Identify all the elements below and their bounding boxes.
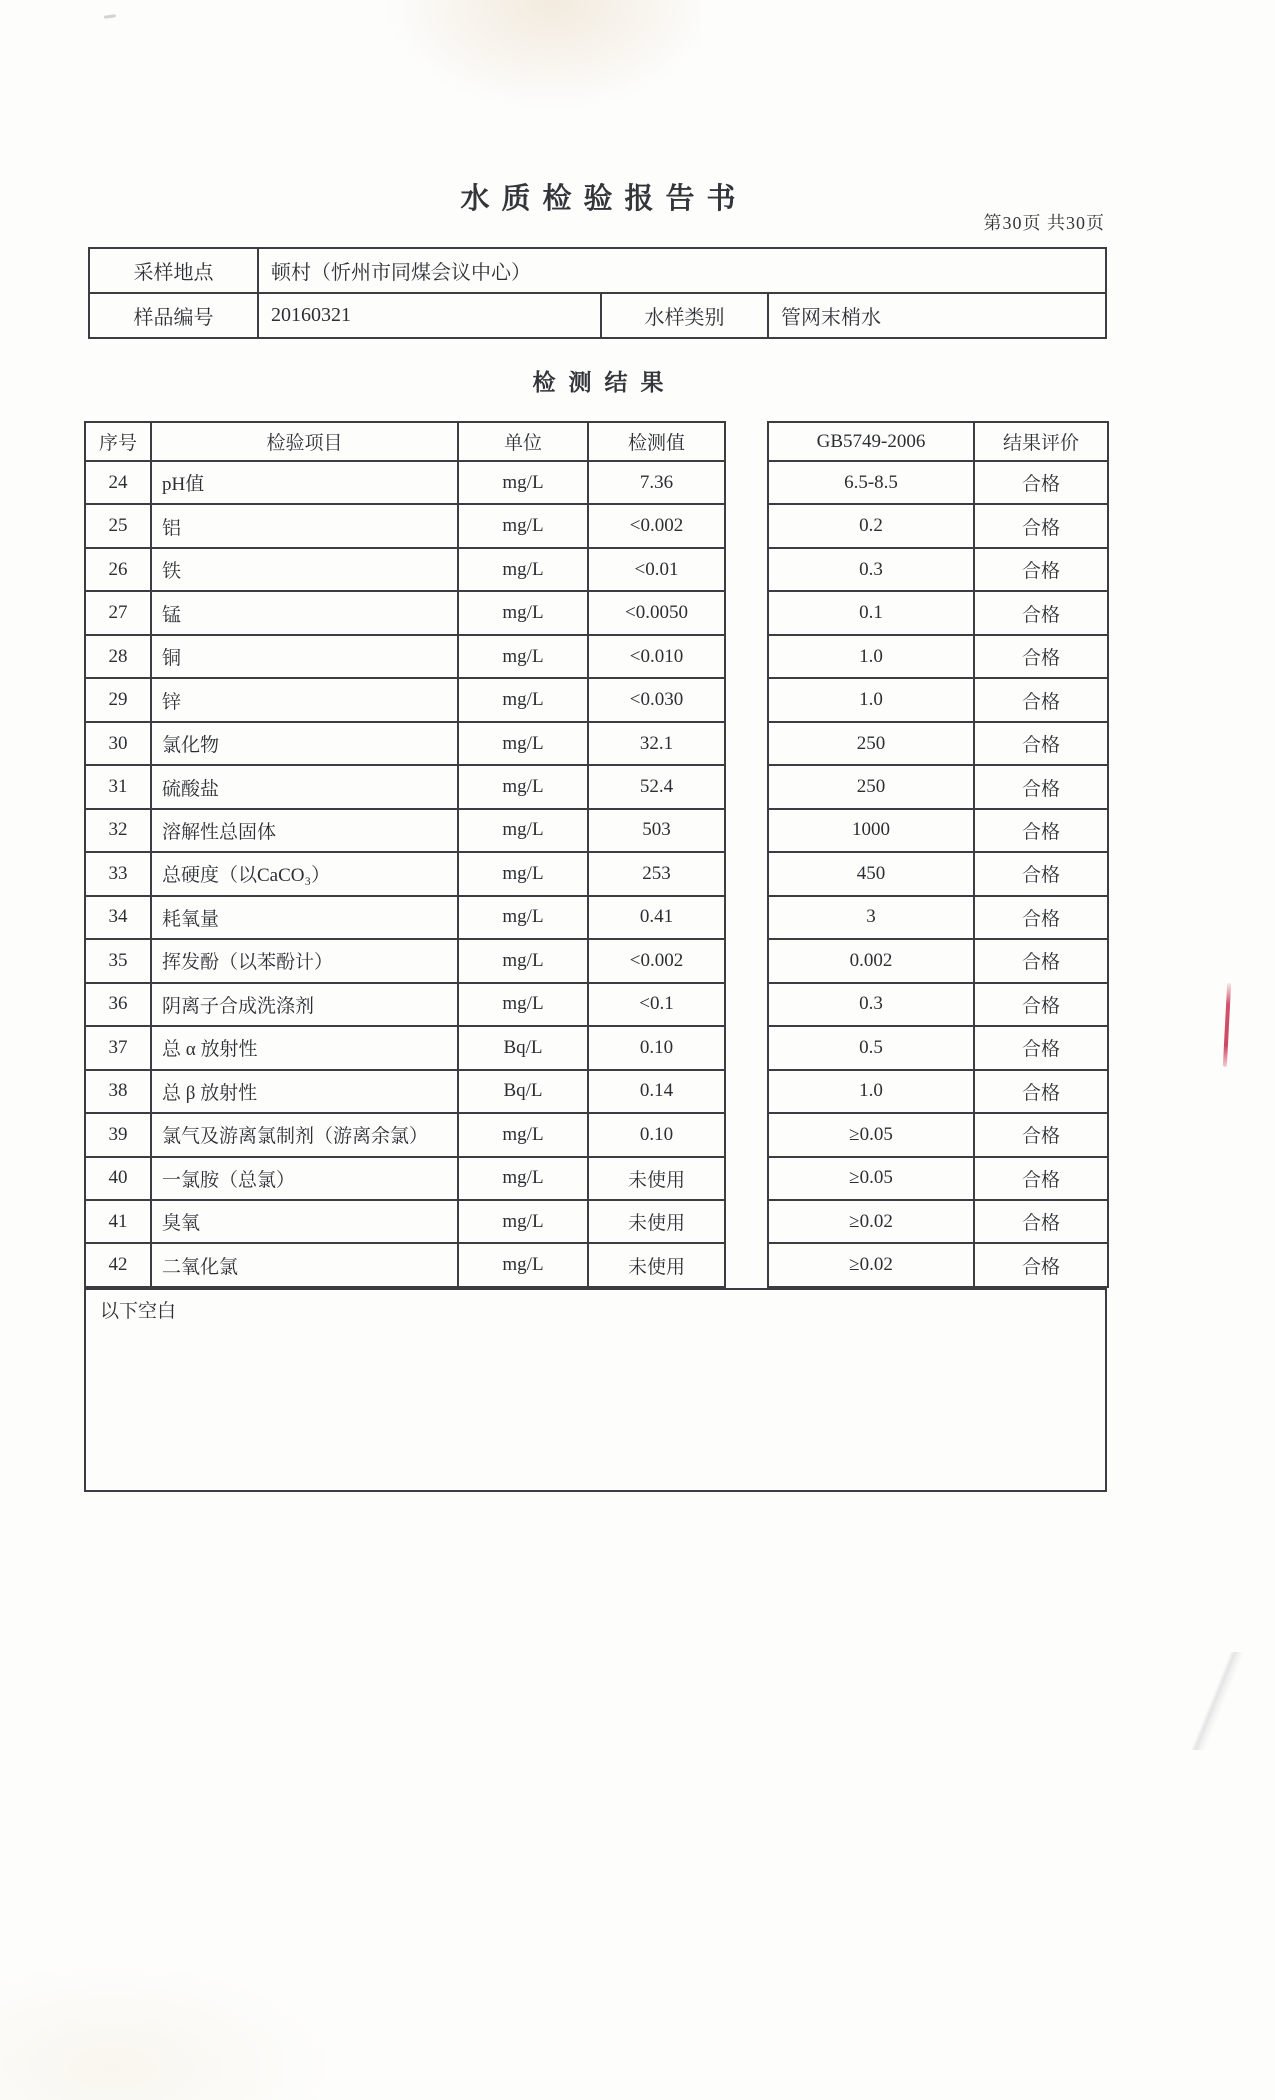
cell-evaluation: 合格 xyxy=(974,1113,1108,1156)
col-header-item: 检验项目 xyxy=(151,422,458,461)
cell-standard: 0.3 xyxy=(768,983,974,1026)
cell-unit: mg/L xyxy=(458,635,588,678)
cell-standard: 1000 xyxy=(768,809,974,852)
col-header-evaluation: 结果评价 xyxy=(974,422,1108,461)
value-sample-number: 20160321 xyxy=(258,293,601,338)
cell-evaluation: 合格 xyxy=(974,1243,1108,1287)
cell-evaluation: 合格 xyxy=(974,678,1108,721)
cell-evaluation: 合格 xyxy=(974,983,1108,1026)
result-row-left xyxy=(85,983,725,1026)
cell-standard: 250 xyxy=(768,765,974,808)
cell-value: <0.002 xyxy=(588,939,725,982)
cell-value: 0.41 xyxy=(588,896,725,939)
result-row-right xyxy=(768,504,1108,547)
result-row-left xyxy=(85,591,725,634)
cell-evaluation: 合格 xyxy=(974,591,1108,634)
cell-unit: Bq/L xyxy=(458,1070,588,1113)
cell-item: 锌 xyxy=(151,678,458,721)
col-header-value: 检测值 xyxy=(588,422,725,461)
section-title: 检测结果 xyxy=(532,370,677,395)
cell-unit: Bq/L xyxy=(458,1026,588,1069)
page-number: 第30页 共30页 xyxy=(983,213,1105,233)
result-row-left xyxy=(85,678,725,721)
cell-standard: ≥0.05 xyxy=(768,1157,974,1200)
scan-stain-top xyxy=(370,0,700,120)
cell-standard: 1.0 xyxy=(768,678,974,721)
cell-item: 一氯胺（总氯） xyxy=(151,1157,458,1200)
cell-item: 氯气及游离氯制剂（游离余氯） xyxy=(151,1113,458,1156)
result-row-left xyxy=(85,635,725,678)
result-row-left xyxy=(85,548,725,591)
result-row-left xyxy=(85,1200,725,1243)
cell-value: <0.002 xyxy=(588,504,725,547)
value-sampling-location: 顿村（忻州市同煤会议中心） xyxy=(258,248,1106,293)
result-row-right xyxy=(768,722,1108,765)
result-row-right xyxy=(768,548,1108,591)
cell-value: 未使用 xyxy=(588,1200,725,1243)
result-row-right xyxy=(768,461,1108,504)
label-sampling-location: 采样地点 xyxy=(89,248,258,293)
scan-speck xyxy=(104,14,116,19)
col-header-standard: GB5749-2006 xyxy=(768,422,974,461)
cell-standard: 1.0 xyxy=(768,635,974,678)
cell-standard: 6.5-8.5 xyxy=(768,461,974,504)
label-sample-number: 样品编号 xyxy=(89,293,258,338)
cell-item: 铜 xyxy=(151,635,458,678)
cell-item: 铁 xyxy=(151,548,458,591)
cell-item: 总 β 放射性 xyxy=(151,1070,458,1113)
cell-no: 37 xyxy=(85,1026,151,1069)
cell-unit: mg/L xyxy=(458,678,588,721)
cell-evaluation: 合格 xyxy=(974,809,1108,852)
cell-evaluation: 合格 xyxy=(974,1070,1108,1113)
result-row-left xyxy=(85,1070,725,1113)
cell-unit: mg/L xyxy=(458,1113,588,1156)
result-row-left xyxy=(85,1157,725,1200)
label-water-type: 水样类别 xyxy=(601,293,768,338)
sample-info-row xyxy=(89,293,1106,338)
cell-item: 锰 xyxy=(151,591,458,634)
cell-item: 溶解性总固体 xyxy=(151,809,458,852)
cell-value: 未使用 xyxy=(588,1157,725,1200)
cell-standard: 1.0 xyxy=(768,1070,974,1113)
results-table-left xyxy=(84,421,726,1288)
cell-standard: 3 xyxy=(768,896,974,939)
result-row-right xyxy=(768,765,1108,808)
cell-unit: mg/L xyxy=(458,1243,588,1287)
cell-value: 0.10 xyxy=(588,1113,725,1156)
cell-evaluation: 合格 xyxy=(974,635,1108,678)
result-row-right xyxy=(768,1157,1108,1200)
cell-value: <0.1 xyxy=(588,983,725,1026)
cell-evaluation: 合格 xyxy=(974,461,1108,504)
cell-value: 503 xyxy=(588,809,725,852)
result-row-right xyxy=(768,983,1108,1026)
result-row-right xyxy=(768,896,1108,939)
result-row-right xyxy=(768,1113,1108,1156)
result-row-right xyxy=(768,678,1108,721)
cell-unit: mg/L xyxy=(458,722,588,765)
cell-standard: ≥0.02 xyxy=(768,1243,974,1287)
result-row-left xyxy=(85,809,725,852)
cell-no: 32 xyxy=(85,809,151,852)
cell-no: 35 xyxy=(85,939,151,982)
cell-item: 硫酸盐 xyxy=(151,765,458,808)
cell-item: 臭氧 xyxy=(151,1200,458,1243)
result-row-left xyxy=(85,1243,725,1287)
cell-standard: 0.2 xyxy=(768,504,974,547)
result-row-left xyxy=(85,1113,725,1156)
cell-item: 耗氧量 xyxy=(151,896,458,939)
cell-item: 总 α 放射性 xyxy=(151,1026,458,1069)
cell-no: 39 xyxy=(85,1113,151,1156)
cell-evaluation: 合格 xyxy=(974,504,1108,547)
sample-info-table xyxy=(88,247,1107,339)
red-pen-mark xyxy=(1223,983,1231,1067)
col-header-no: 序号 xyxy=(85,422,151,461)
cell-no: 36 xyxy=(85,983,151,1026)
results-header-row xyxy=(85,422,725,461)
results-header-row xyxy=(768,422,1108,461)
cell-unit: mg/L xyxy=(458,809,588,852)
cell-standard: 0.3 xyxy=(768,548,974,591)
result-row-left xyxy=(85,939,725,982)
cell-value: <0.030 xyxy=(588,678,725,721)
cell-evaluation: 合格 xyxy=(974,1200,1108,1243)
cell-unit: mg/L xyxy=(458,504,588,547)
cell-value: 7.36 xyxy=(588,461,725,504)
cell-unit: mg/L xyxy=(458,1200,588,1243)
cell-standard: 0.002 xyxy=(768,939,974,982)
cell-evaluation: 合格 xyxy=(974,722,1108,765)
value-water-type: 管网末梢水 xyxy=(768,293,1106,338)
cell-standard: 0.1 xyxy=(768,591,974,634)
cell-unit: mg/L xyxy=(458,939,588,982)
results-table-right-body xyxy=(768,461,1108,1287)
cell-item: 阴离子合成洗涤剂 xyxy=(151,983,458,1026)
cell-item: pH值 xyxy=(151,461,458,504)
result-row-left xyxy=(85,1026,725,1069)
cell-value: 253 xyxy=(588,852,725,895)
blank-note: 以下空白 xyxy=(100,1301,177,1322)
cell-item: 二氧化氯 xyxy=(151,1243,458,1287)
cell-no: 34 xyxy=(85,896,151,939)
result-row-left xyxy=(85,722,725,765)
cell-no: 42 xyxy=(85,1243,151,1287)
result-row-right xyxy=(768,939,1108,982)
cell-no: 25 xyxy=(85,504,151,547)
cell-unit: mg/L xyxy=(458,548,588,591)
cell-unit: mg/L xyxy=(458,591,588,634)
report-title: 水质检验报告书 xyxy=(460,183,748,215)
result-row-left xyxy=(85,852,725,895)
cell-no: 28 xyxy=(85,635,151,678)
cell-item: 铝 xyxy=(151,504,458,547)
cell-no: 26 xyxy=(85,548,151,591)
cell-evaluation: 合格 xyxy=(974,896,1108,939)
cell-unit: mg/L xyxy=(458,983,588,1026)
cell-item: 总硬度（以CaCO₃） xyxy=(151,852,458,895)
results-table-right xyxy=(767,421,1109,1288)
cell-unit: mg/L xyxy=(458,1157,588,1200)
result-row-right xyxy=(768,591,1108,634)
cell-no: 24 xyxy=(85,461,151,504)
result-row-right xyxy=(768,1200,1108,1243)
result-row-left xyxy=(85,765,725,808)
cell-evaluation: 合格 xyxy=(974,765,1108,808)
cell-value: 未使用 xyxy=(588,1243,725,1287)
result-row-right xyxy=(768,1070,1108,1113)
cell-value: <0.010 xyxy=(588,635,725,678)
scan-stain-bottom xyxy=(0,1960,340,2100)
cell-value: <0.01 xyxy=(588,548,725,591)
cell-evaluation: 合格 xyxy=(974,548,1108,591)
cell-unit: mg/L xyxy=(458,765,588,808)
cell-value: 32.1 xyxy=(588,722,725,765)
cell-evaluation: 合格 xyxy=(974,939,1108,982)
cell-item: 挥发酚（以苯酚计） xyxy=(151,939,458,982)
blank-section xyxy=(84,1288,1107,1492)
cell-no: 38 xyxy=(85,1070,151,1113)
result-row-left xyxy=(85,461,725,504)
cell-no: 27 xyxy=(85,591,151,634)
results-table-left-body xyxy=(85,461,725,1287)
result-row-right xyxy=(768,1243,1108,1287)
sample-info-row xyxy=(89,248,1106,293)
result-row-left xyxy=(85,896,725,939)
cell-no: 41 xyxy=(85,1200,151,1243)
cell-standard: ≥0.02 xyxy=(768,1200,974,1243)
cell-evaluation: 合格 xyxy=(974,1026,1108,1069)
cell-evaluation: 合格 xyxy=(974,1157,1108,1200)
result-row-right xyxy=(768,635,1108,678)
cell-standard: 0.5 xyxy=(768,1026,974,1069)
cell-no: 40 xyxy=(85,1157,151,1200)
cell-no: 30 xyxy=(85,722,151,765)
cell-no: 33 xyxy=(85,852,151,895)
cell-unit: mg/L xyxy=(458,852,588,895)
cell-standard: 450 xyxy=(768,852,974,895)
cell-unit: mg/L xyxy=(458,896,588,939)
cell-no: 31 xyxy=(85,765,151,808)
result-row-right xyxy=(768,1026,1108,1069)
cell-standard: 250 xyxy=(768,722,974,765)
cell-no: 29 xyxy=(85,678,151,721)
cell-value: 0.10 xyxy=(588,1026,725,1069)
fold-crease-mark xyxy=(1180,1652,1252,1750)
col-header-unit: 单位 xyxy=(458,422,588,461)
cell-evaluation: 合格 xyxy=(974,852,1108,895)
result-row-left xyxy=(85,504,725,547)
cell-unit: mg/L xyxy=(458,461,588,504)
cell-value: <0.0050 xyxy=(588,591,725,634)
cell-standard: ≥0.05 xyxy=(768,1113,974,1156)
cell-item: 氯化物 xyxy=(151,722,458,765)
cell-value: 52.4 xyxy=(588,765,725,808)
result-row-right xyxy=(768,809,1108,852)
cell-value: 0.14 xyxy=(588,1070,725,1113)
result-row-right xyxy=(768,852,1108,895)
